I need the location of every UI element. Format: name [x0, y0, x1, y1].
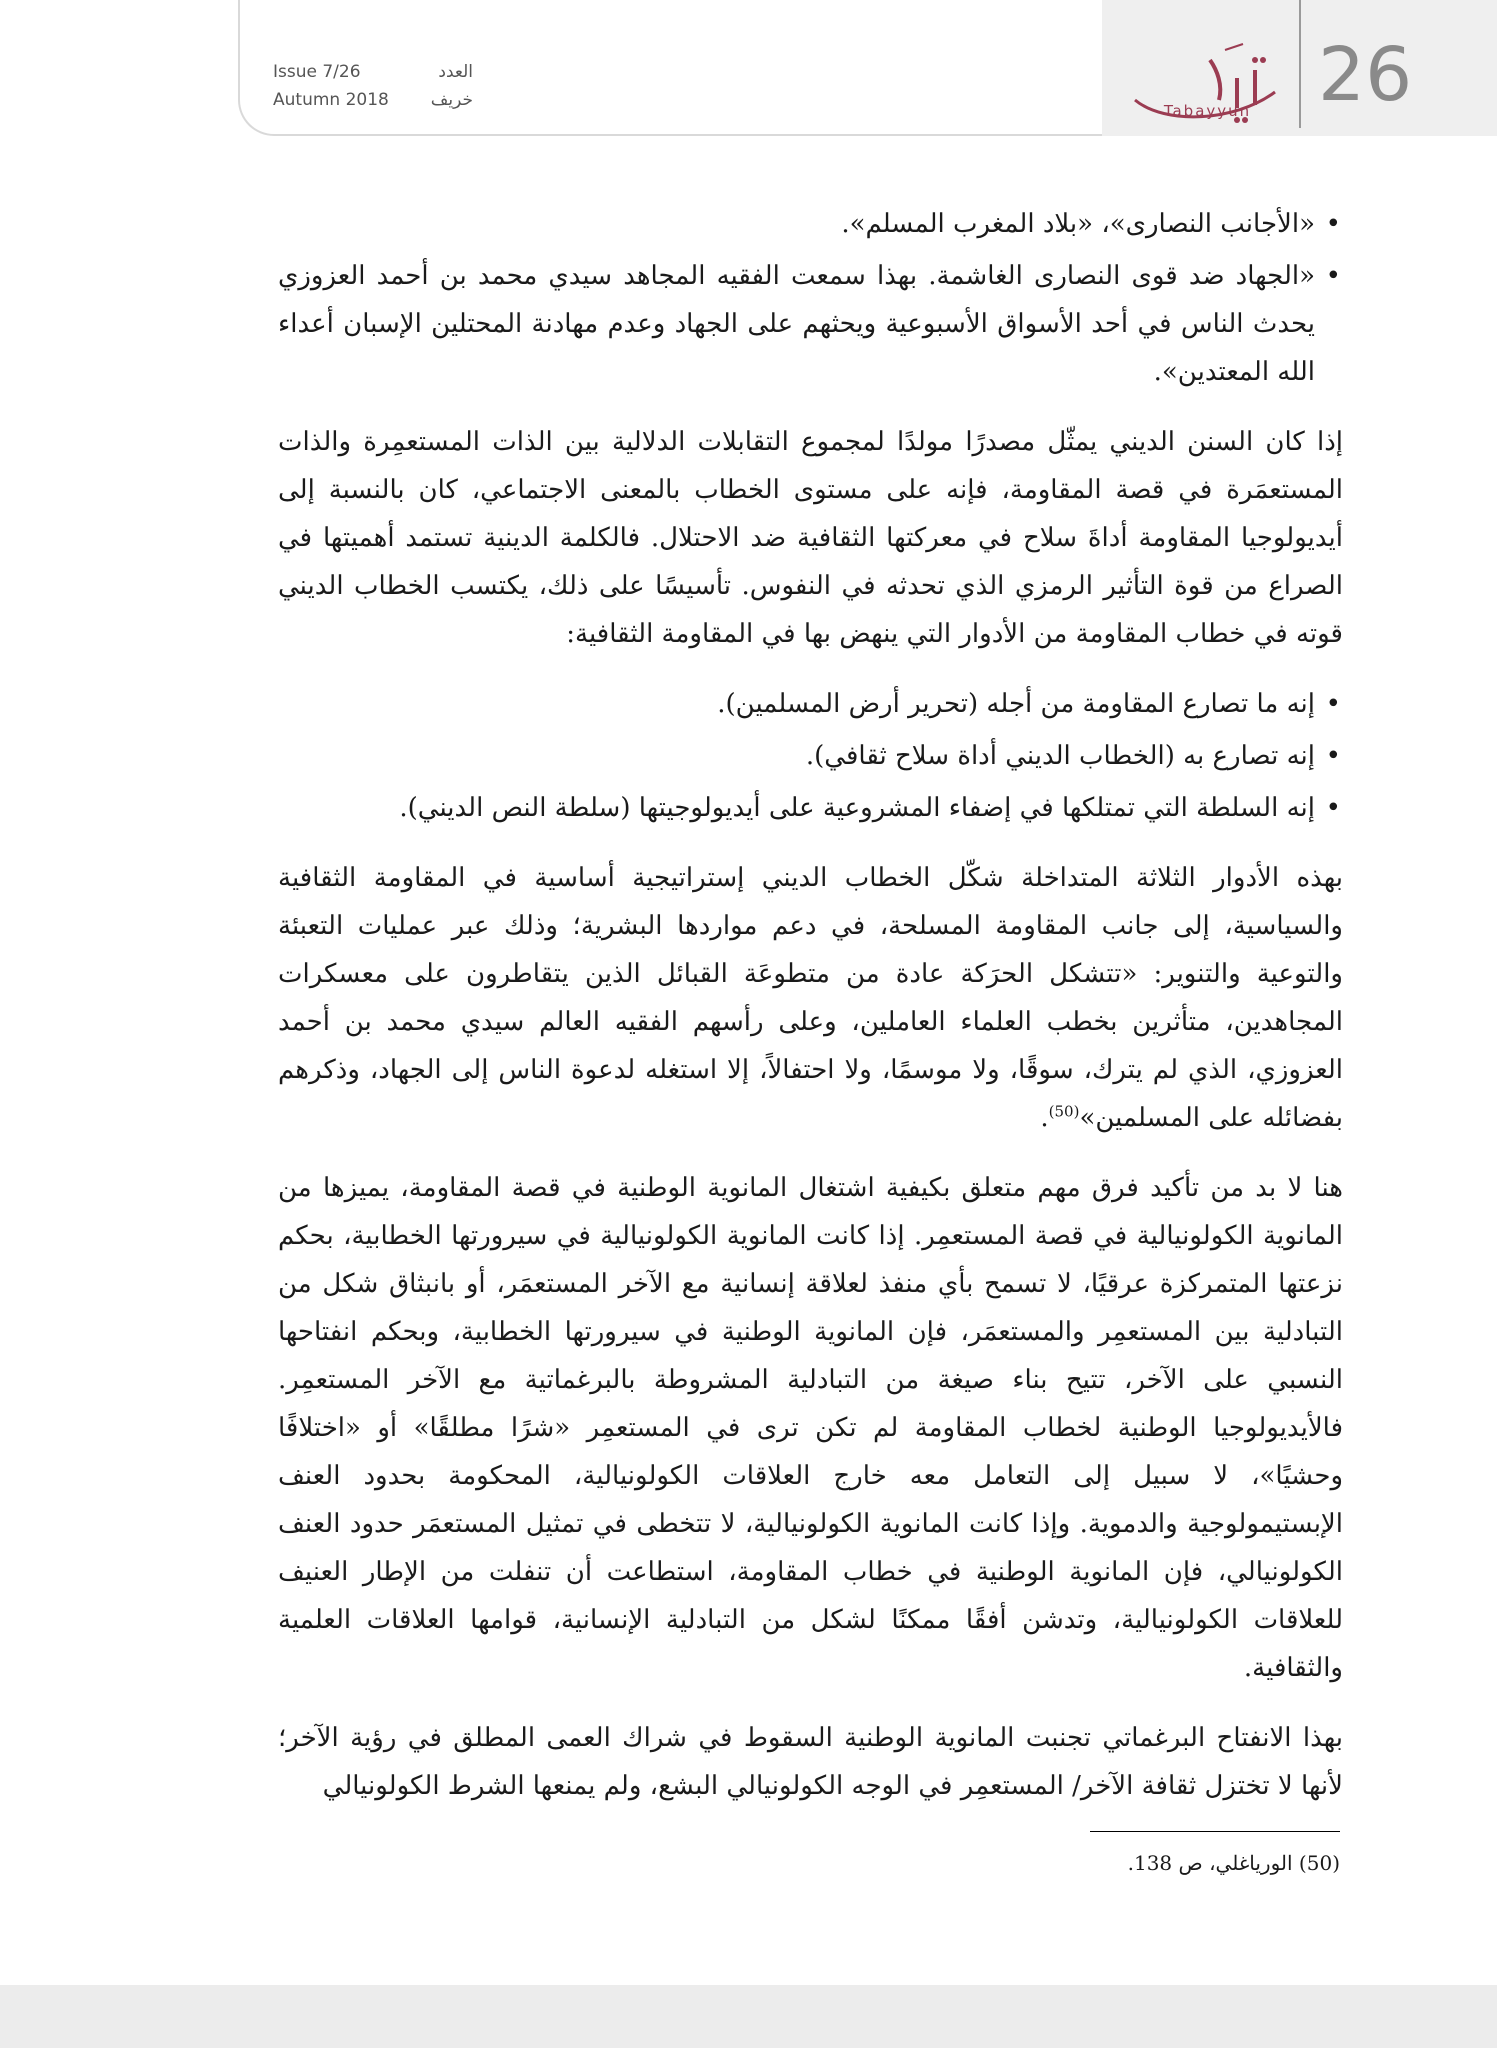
paragraph-2-end: . — [1040, 1103, 1049, 1133]
season-line — [273, 86, 473, 114]
issue-number-en: Issue 7/26 — [273, 62, 361, 82]
list-item: • إنه ما تصارع المقاومة من أجله (تحرير أرض المسلمين). — [278, 680, 1315, 728]
issue-label-ar: العدد — [438, 62, 473, 82]
paragraph-3: هنا لا بد من تأكيد فرق مهم متعلق بكيفية اشتغال المانوية الوطنية في قصة المقاومة، يميزها من المانوية الكولونيالية في قصة المستعمِر. إذا كانت المانوية الكولونيالية في سيرورتها الخطابية، بحكم نزعتها المتمركزة عرقيًا، لا تسمح بأي منفذ لعلاقة إنسانية مع الآخر المستعمَر، أو بانبثاق شكل من التبادلية بين المستعمِر والمستعمَر، فإن المانوية الوطنية في سيرورتها الخطابية، وبحكم انفتاحها النسبي على الآخر، تتيح بناء صيغة من التبادلية المشروطة بالبرغماتية مع الآخر المستعمِر. فالأيديولوجيا الوطنية لخطاب المقاومة لم تكن ترى في المستعمِر «شرًا مطلقًا» أو «اختلافًا وحشيًا»، لا سبيل إلى التعامل معه خارج العلاقات الكولونيالية، المحكومة بحدود العنف الإبستيمولوجية والدموية. وإذا كانت المانوية الكولونيالية، لا تتخطى في تمثيل المستعمَر حدود العنف الكولونيالي، فإن المانوية الوطنية في خطاب المقاومة، استطاعت أن تنفلت من الإطار العنيف للعلاقات الكولونيالية، وتدشن أفقًا ممكنًا لشكل من التبادلية الإنسانية، قوامها العلاقات العلمية والثقافية. — [278, 1173, 1343, 1683]
bullet-list-quotes — [278, 200, 1343, 396]
paragraph-4: بهذا الانفتاح البرغماتي تجنبت المانوية الوطنية السقوط في شراك العمى المطلق في رؤية الآخر؛ لأنها لا تختزل ثقافة الآخر/ المستعمِر في الوجه الكولونيالي البشع، ولم يمنعها الشرط الكولونيالي — [278, 1723, 1344, 1801]
footnote-50: (50) الورياغلي، ص 138. — [1127, 1851, 1340, 1875]
paragraph-2 — [278, 854, 1343, 1142]
list-item: • إنه السلطة التي تمتلكها في إضفاء المشروعية على أيديولوجيتها (سلطة النص الديني). — [278, 784, 1315, 832]
page-number: 26 — [1318, 32, 1413, 118]
footnote-ref-50[interactable]: (50) — [1048, 1102, 1080, 1121]
header-divider — [1299, 0, 1301, 128]
issue-info — [273, 58, 473, 114]
season-en: Autumn 2018 — [273, 90, 389, 110]
paragraph-1: إذا كان السنن الديني يمثّل مصدرًا مولدًا لمجموع التقابلات الدلالية بين الذات المستعمِرة والذات المستعمَرة في قصة المقاومة، فإنه على مستوى الخطاب بالمعنى الاجتماعي، كان بالنسبة إلى أيديولوجيا المقاومة أداةَ سلاح في معركتها الثقافية ضد الاحتلال. فالكلمة الدينية تستمد أهميتها في الصراع من قوة التأثير الرمزي الذي تحدثه في النفوس. تأسيسًا على ذلك، يكتسب الخطاب الديني قوته في خطاب المقاومة من الأدوار التي ينهض بها في المقاومة الثقافية: — [278, 427, 1343, 649]
journal-logo — [1125, 30, 1290, 130]
paragraph-2-text: بهذه الأدوار الثلاثة المتداخلة شكّل الخطاب الديني إستراتيجية أساسية في المقاومة الثقافية والسياسية، إلى جانب المقاومة المسلحة، في دعم مواردها البشرية؛ وذلك عبر عمليات التعبئة والتوعية والتنوير: «تتشكل الحرَكة عادة من متطوعَة القبائل الذين يتقاطرون على معسكرات المجاهدين، متأثرين بخطب العلماء العاملين، وعلى رأسهم الفقيه العالم سيدي محمد بن أحمد العزوزي، الذي لم يترك، سوقًا، ولا موسمًا، ولا احتفالاً، إلا استغله لدعوة الناس إلى الجهاد، وذكرهم بفضائله على المسلمين» — [278, 863, 1343, 1133]
list-item: • «الأجانب النصارى»، «بلاد المغرب المسلم». — [278, 200, 1315, 248]
bullet-list-roles — [278, 680, 1343, 832]
list-item: • «الجهاد ضد قوى النصارى الغاشمة. بهذا سمعت الفقيه المجاهد سيدي محمد بن أحمد العزوزي يحدث الناس في أحد الأسواق الأسبوعية ويحثهم على الجهاد وعدم مهادنة المحتلين الإسبان أعداء الله المعتدين». — [278, 252, 1315, 396]
logo-latin-text: Tabayyun — [1163, 102, 1252, 120]
article-body — [278, 200, 1343, 1832]
season-ar: خريف — [430, 90, 473, 110]
issue-line — [273, 58, 473, 86]
page-bottom-band — [0, 1985, 1497, 2048]
logo-arabic-text — [1125, 30, 1126, 31]
footnote-rule — [1090, 1831, 1340, 1832]
list-item: • إنه تصارع به (الخطاب الديني أداة سلاح ثقافي). — [278, 732, 1315, 780]
